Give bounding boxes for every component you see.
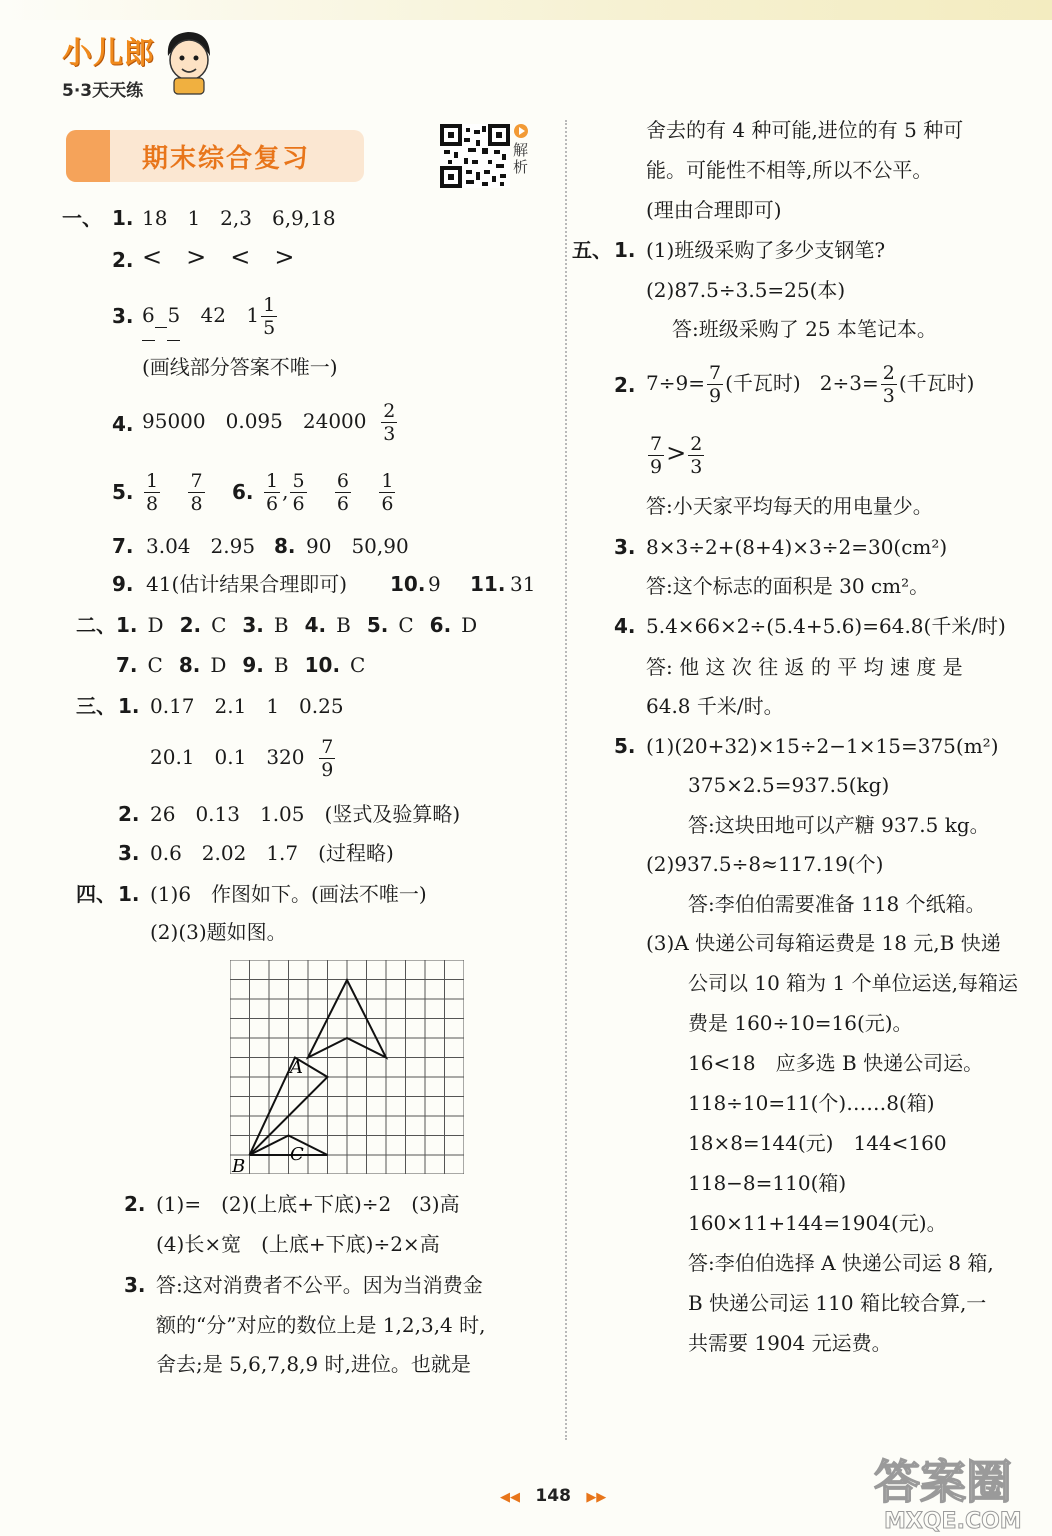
svg-text:答案圈: 答案圈 [874,1455,1012,1509]
q4-3-line-1: 答:这对消费者不公平。因为当消费金 [156,1273,483,1297]
q1-2-number: 2. [112,248,134,272]
q5-2-fraction-1: $\frac{7}{9}$ [708,362,722,407]
q1-6-number: 6. [232,480,254,504]
section-2-answer: C [211,613,227,637]
q1-8-number: 8. [274,534,296,558]
section-2-answer: D [210,653,227,677]
section-2-q-number: 3. [242,613,264,637]
q3-1-fraction: $\frac{7}{9}$ [321,736,334,781]
grid-figure [230,960,464,1174]
q5-5-line-4: (2)937.5÷8≈117.19(个) [646,852,884,876]
q5-2-number: 2. [614,373,636,397]
q1-6-fraction-1: $\frac{1}{6}$ [266,470,279,515]
q5-5-line-6: (3)A 快递公司每箱运费是 18 元,B 快递 [646,931,1001,955]
section-2-answer: B [336,613,351,637]
q1-11-number: 11. [470,572,506,596]
q4-3-line-3: 舍去;是 5,6,7,8,9 时,进位。也就是 [156,1352,471,1376]
q5-2-compare-fraction-2: $\frac{2}{3}$ [690,433,703,478]
section-2-q-number: 1. [116,613,138,637]
q5-5-line-1: (1)(20+32)×15÷2−1×15=375(m²) [646,734,999,758]
q1-3-whole: 1 [246,303,260,327]
q5-5-line-9: 16<18 应多选 B 快递公司运。 [688,1051,984,1075]
q1-5-fraction-2: $\frac{7}{8}$ [190,470,203,515]
svg-text:MXQE.COM: MXQE.COM [884,1509,1022,1534]
q5-1-number: 1. [614,238,636,262]
section-2-q-number: 4. [304,613,327,637]
q1-5-answer [142,464,207,518]
q1-4-number: 4. [112,412,134,436]
page-number: 148 [535,1486,571,1506]
q5-1-line-3: 答:班级采购了 25 本笔记本。 [672,317,937,341]
q1-3-note: (画线部分答案不唯一) [142,355,338,379]
section-5-mark: 五、 [572,238,612,262]
q5-2-answer: 答:小天家平均每天的用电量少。 [646,494,933,518]
q5-5-line-16: 共需要 1904 元运费。 [688,1331,892,1355]
prev-page-icon[interactable]: ◀◀ [500,1490,520,1505]
q5-5-line-7: 公司以 10 箱为 1 个单位运送,每箱运 [688,971,1018,995]
q1-9-answer: 41(估计结果合理即可) [146,572,348,596]
q1-3-value: 42 [200,303,226,327]
q1-3-number: 3. [112,304,134,328]
q5-5-line-12: 118−8=110(箱) [688,1171,847,1195]
next-page-icon[interactable]: ▶▶ [586,1490,607,1505]
q5-4-line-2: 答: 他 这 次 往 返 的 平 均 速 度 是 [646,655,963,679]
label-b: B [232,1156,246,1174]
q1-7-answer: 3.04 2.95 [146,534,256,558]
q3-3-answer: 0.6 2.02 1.7 (过程略) [150,841,394,865]
q4-1-line-2: (2)(3)题如图。 [150,920,287,944]
q1-6-fraction-3: $\frac{6}{6}$ [336,470,349,515]
q4-3-number: 3. [124,1273,146,1297]
label-a: A [290,1057,303,1078]
q4-1-number: 1. [118,882,140,906]
section-2-answer: D [461,613,478,637]
column-divider [565,120,567,1440]
q5-1-line-2: (2)87.5÷3.5=25(本) [646,278,846,302]
q3-2-answer: 26 0.13 1.05 (竖式及验算略) [150,802,461,826]
q1-10-number: 10. [390,572,426,596]
play-icon[interactable] [514,124,528,138]
brand-logo-subtitle: 5·3天天练 [62,81,144,101]
q5-5-line-13: 160×11+144=1904(元)。 [688,1211,947,1235]
watermark-logo [870,1448,1050,1534]
q5-1-line-1: (1)班级采购了多少支钢笔? [646,238,886,262]
section-2-answer: D [147,613,164,637]
q3-2-number: 2. [118,802,140,826]
section-2-row-1 [116,613,477,637]
section-1-mark: 一、 [62,206,102,230]
q1-3-fraction: $\frac{1}{5}$ [263,294,276,339]
q1-10-answer: 9 [428,572,441,596]
r-line-3: (理由合理即可) [646,198,782,222]
section-4-mark: 四、 [76,882,116,906]
q5-4-number: 4. [614,614,636,638]
q5-5-line-8: 费是 160÷10=16(元)。 [688,1011,913,1035]
mascot-boy-icon [160,26,216,96]
r-line-2: 能。可能性不相等,所以不公平。 [646,158,933,182]
q5-3-number: 3. [614,535,636,559]
q4-1-line-1: (1)6 作图如下。(画法不唯一) [150,882,427,906]
q5-4-line-1: 5.4×66×2÷(5.4+5.6)=64.8(千米/时) [646,614,1006,638]
section-2-answer: C [147,653,163,677]
q1-3-answer [142,290,279,341]
q1-8-answer: 90 50,90 [306,534,409,558]
q5-2-line-1: 7÷9= $\frac{7}{9}$ (千瓦时) 2÷3= $\frac{2}{3}$ (千瓦时) [646,362,975,407]
q3-3-number: 3. [118,841,140,865]
qr-code-icon[interactable] [440,124,510,188]
q4-2-line-1: (1)= (2)(上底+下底)÷2 (3)高 [156,1192,460,1216]
q1-5-number: 5. [112,480,134,504]
section-2-answer: C [350,653,366,677]
q1-6-answer: $\frac{1}{6}$ , $\frac{5}{6}$ $\frac{6}{6}$ $\frac{1}{6}$ [266,470,394,515]
q1-6-fraction-4: $\frac{1}{6}$ [381,470,394,515]
q1-11-answer: 31 [510,572,536,596]
q3-1-row-2: 20.1 0.1 320 $\frac{7}{9}$ [150,736,334,781]
section-2-q-number: 8. [178,653,201,677]
top-decoration-bar [0,0,1052,20]
q4-2-line-2: (4)长×宽 (上底+下底)÷2×高 [156,1232,440,1256]
section-3-mark: 三、 [76,694,116,718]
q5-5-line-11: 18×8=144(元) 144<160 [688,1131,947,1155]
q5-5-line-15: B 快递公司运 110 箱比较合算,一 [688,1291,987,1315]
q4-3-line-2: 额的“分”对应的数位上是 1,2,3,4 时, [156,1313,486,1337]
q1-9-number: 9. [112,572,134,596]
r-line-1: 舍去的有 4 种可能,进位的有 5 种可 [646,118,964,142]
q5-3-line-1: 8×3÷2+(8+4)×3÷2=30(cm²) [646,535,948,559]
grid-lines [230,960,464,1174]
section-2-q-number: 9. [242,653,264,677]
section-2-row-2 [116,653,365,677]
q1-7-number: 7. [112,534,134,558]
section-2-q-number: 6. [429,613,452,637]
section-2-q-number: 2. [179,613,202,637]
q1-5-fraction-1: $\frac{1}{8}$ [146,470,159,515]
qr-label: 解析 [513,141,529,176]
page-footer [500,1486,606,1506]
brand-logo-title: 小儿郎 [62,36,155,71]
q1-2-answer: < > < > [142,243,295,271]
section-2-answer: B [273,613,289,637]
q3-1-row-1: 0.17 2.1 1 0.25 [150,694,344,718]
q1-4-answer: 95000 0.095 24000 $\frac{2}{3}$ [142,400,396,445]
section-2-answer: C [398,613,414,637]
q1-1-number: 1. [112,206,134,230]
q1-3-underline-a: 6 [142,290,155,341]
label-c: C [290,1144,304,1165]
q5-5-line-2: 375×2.5=937.5(kg) [688,773,890,797]
q5-2-compare-fraction-1: $\frac{7}{9}$ [650,433,663,478]
section-2-q-number: 10. [304,653,341,677]
q1-4-fraction: $\frac{2}{3}$ [383,400,396,445]
q5-3-line-2: 答:这个标志的面积是 30 cm²。 [646,574,930,598]
q4-2-number: 2. [124,1192,146,1216]
q1-3-underline-b: 5 [167,290,180,341]
q1-1-answer: 18 1 2,3 6,9,18 [142,206,336,230]
q5-2-comparison: $\frac{7}{9}$ > $\frac{2}{3}$ [650,433,703,478]
q5-5-line-3: 答:这块田地可以产糖 937.5 kg。 [688,813,990,837]
section-2-q-number: 5. [366,613,389,637]
q5-4-line-3: 64.8 千米/时。 [646,694,784,718]
section-title: 期末综合复习 [142,144,311,174]
q5-5-number: 5. [614,734,636,758]
q5-5-line-14: 答:李伯伯选择 A 快递公司运 8 箱, [688,1251,994,1275]
q3-1-number: 1. [118,694,140,718]
section-2-mark: 二、 [76,613,116,637]
section-2-q-number: 7. [116,653,138,677]
q5-5-line-10: 118÷10=11(个)……8(箱) [688,1091,935,1115]
q5-5-line-5: 答:李伯伯需要准备 118 个纸箱。 [688,892,986,916]
q1-6-fraction-2: $\frac{5}{6}$ [292,470,305,515]
q5-2-fraction-2: $\frac{2}{3}$ [882,362,895,407]
section-banner-tab [66,130,110,182]
section-2-answer: B [273,653,289,677]
